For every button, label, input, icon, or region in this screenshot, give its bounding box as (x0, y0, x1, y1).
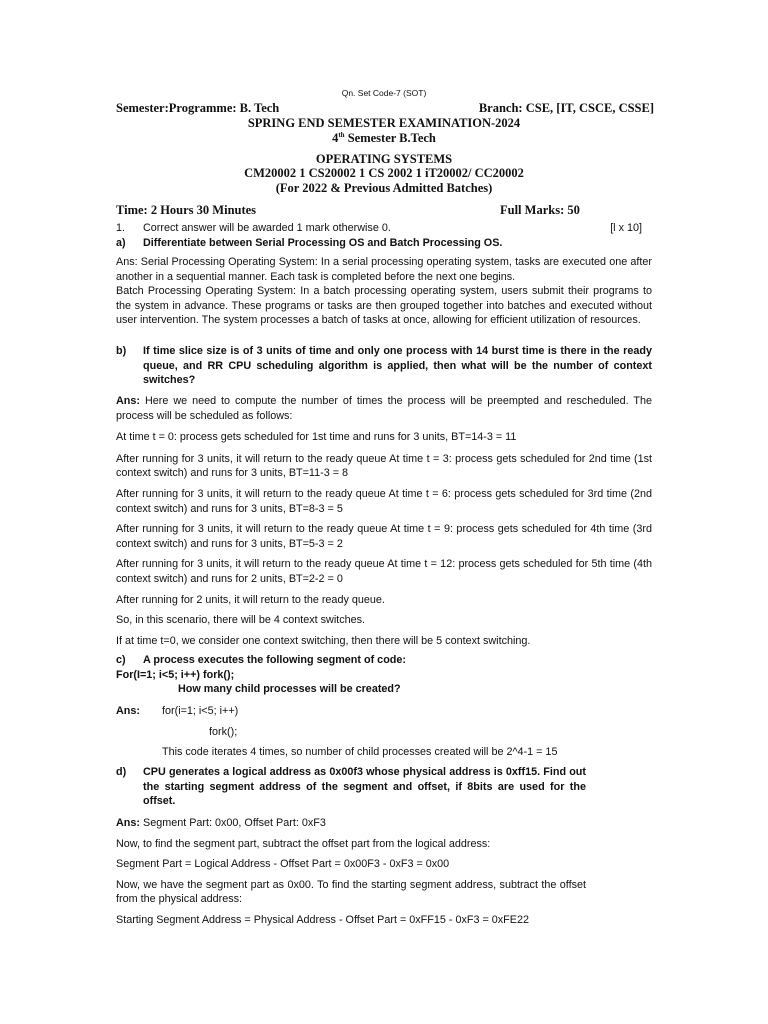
exam-time: Time: 2 Hours 30 Minutes (116, 203, 257, 217)
semester-line: 4th Semester B.Tech (332, 130, 436, 145)
answer-a (116, 255, 652, 328)
course-codes: CM20002 1 CS20002 1 CS 2002 1 iT20002/ CC20002 (244, 166, 524, 180)
question-1-marks: [l x 10] (610, 222, 642, 234)
answer-d-line: Segment Part = Logical Address - Offset Part = 0x00F3 - 0xF3 = 0x00 (116, 858, 450, 871)
question-c-code: For(I=1; i<5; i++) fork(); (116, 668, 235, 681)
answer-a-batch: Batch Processing Operating System: In a batch processing operating system, users submit their programs to the system in advance. These programs or tasks are then grouped together into batches and executed without user intervention. The system processes a batch of tasks at once, allowing for efficient utilization of resources. (116, 285, 652, 327)
answer-c: Ans: for(i=1; i<5; i++) fork(); This code iterates 4 times, so number of child processes created will be 2^4-1 = 15 (116, 704, 652, 760)
answer-b-step: If at time t=0, we consider one context switching, then there will be 5 context switching. (116, 634, 531, 647)
answer-b-step: After running for 3 units, it will return to the ready queue At time t = 12: process gets scheduled for 5th time (4th context switch) and runs for 2 units, BT=2-2 = 0 (116, 558, 652, 585)
question-b: b) If time slice size is of 3 units of time and only one process with 14 burst time is there in the ready queue, and RR CPU scheduling algorithm is applied, then what will be the number of context switches? (116, 345, 652, 387)
exam-title: SPRING END SEMESTER EXAMINATION-2024 (247, 116, 521, 130)
question-c-question: How many child processes will be created? (178, 683, 401, 696)
question-a: a) Differentiate between Serial Processing OS and Batch Processing OS. (116, 237, 503, 249)
answer-d-line: Now, to find the segment part, subtract the offset part from the logical address: (116, 837, 491, 850)
question-c: c) A process executes the following segment of code: For(I=1; i<5; i++) fork(); How many child processes will be created? (116, 653, 652, 697)
answer-b-step: At time t = 0: process gets scheduled for 1st time and runs for 3 units, BT=14-3 = 11 (116, 431, 517, 444)
answer-d-line: Starting Segment Address = Physical Address - Offset Part = 0xFF15 - 0xF3 = 0xFE22 (116, 913, 529, 926)
question-c-text: A process executes the following segment of code: (143, 654, 406, 666)
answer-b: Ans: Here we need to compute the number of times the process will be preempted and rescheduled. The process will be scheduled as follows: At time t = 0: process gets scheduled for 1st time and runs for 3 units, BT=14-3 = 11 After running for 3 units, it will return to the ready queue At time t = 3: process gets scheduled for 2nd time (1st context switch) and runs for 3 units, BT=11-3 = 8 After running for 3 units, it will return to the ready queue At time t = 6: process gets scheduled for 3rd time (2nd context switch) and runs for 3 units, BT=8-3 = 5 After running for 3 units, it will return to the ready queue At time t = 9: process gets scheduled for 4th time (3rd context switch) and runs for 3 units, BT=5-3 = 2 After running for 3 units, it will return to the ready queue At time t = 12: process gets scheduled for 5th time (4th context switch) and runs for 2 units, BT=2-2 = 0 After running for 2 units, it will return to the ready queue. So, in this scenario, there will be 4 context switches. If at time t=0, we consider one context switching, then there will be 5 context switching. (116, 395, 652, 647)
answer-d-line: Now, we have the segment part as 0x00. To find the starting segment address, subtract the offset from the physical address: (116, 878, 586, 906)
answer-c-explanation: This code iterates 4 times, so number of child processes created will be 2^4-1 = 15 (162, 746, 558, 759)
answer-c-code-2: fork(); (209, 725, 238, 738)
subject-title: OPERATING SYSTEMS (315, 152, 453, 166)
question-d: d) CPU generates a logical address as 0x00f3 whose physical address is 0xff15. Find out the starting segment address of the segment and offset, if 8bits are used for the offset. (116, 766, 586, 808)
semester-programme: Semester:Programme: B. Tech (116, 101, 280, 115)
question-d-text: CPU generates a logical address as 0x00f3 whose physical address is 0xff15. Find out the starting segment address of the segment and offset, if 8bits are used for the offset. (143, 766, 586, 808)
question-a-text: Differentiate between Serial Processing OS and Batch Processing OS. (143, 237, 503, 249)
branch: Branch: CSE, [IT, CSCE, CSSE] (478, 101, 654, 115)
answer-b-step: So, in this scenario, there will be 4 context switches. (116, 614, 366, 627)
answer-b-step: After running for 2 units, it will return to the ready queue. (116, 593, 385, 606)
answer-b-step: After running for 3 units, it will return to the ready queue At time t = 6: process gets scheduled for 3rd time (2nd context switch) and runs for 3 units, BT=8-3 = 5 (116, 487, 652, 515)
batches-note: (For 2022 & Previous Admitted Batches) (275, 181, 493, 195)
question-b-text: If time slice size is of 3 units of time and only one process with 14 burst time is there in the ready queue, and RR CPU scheduling algorithm is applied, then what will be the number of context switches? (143, 345, 652, 387)
answer-a-serial: Ans: Serial Processing Operating System: In a serial processing operating system, tasks are executed one after another in a sequential manner. Each task is completed before the next one begins. (116, 256, 652, 283)
full-marks: Full Marks: 50 (500, 203, 580, 217)
question-1-instruction: 1. Correct answer will be awarded 1 mark otherwise 0. [l x 10] (116, 222, 642, 234)
answer-b-step: After running for 3 units, it will return to the ready queue At time t = 9: process gets scheduled for 4th time (3rd context switch) and runs for 3 units, BT=5-3 = 2 (116, 523, 652, 550)
answer-b-step: After running for 3 units, it will return to the ready queue At time t = 3: process gets scheduled for 2nd time (1st context switch) and runs for 3 units, BT=11-3 = 8 (116, 452, 652, 480)
answer-d: Ans: Segment Part: 0x00, Offset Part: 0xF3 Now, to find the segment part, subtract the offset part from the logical address: Segment Part = Logical Address - Offset Part = 0x00F3 - 0xF3 = 0x00 Now, we have the segment part as 0x00. To find the starting segment address, subtract the offset from the physical address: Starting Segment Address = Physical Address - Offset Part = 0xFF15 - 0xF3 = 0xFE22 (116, 817, 586, 926)
answer-c-code-1: for(i=1; i<5; i++) (162, 705, 239, 717)
set-code: Qn. Set Code-7 (SOT) (341, 88, 427, 98)
